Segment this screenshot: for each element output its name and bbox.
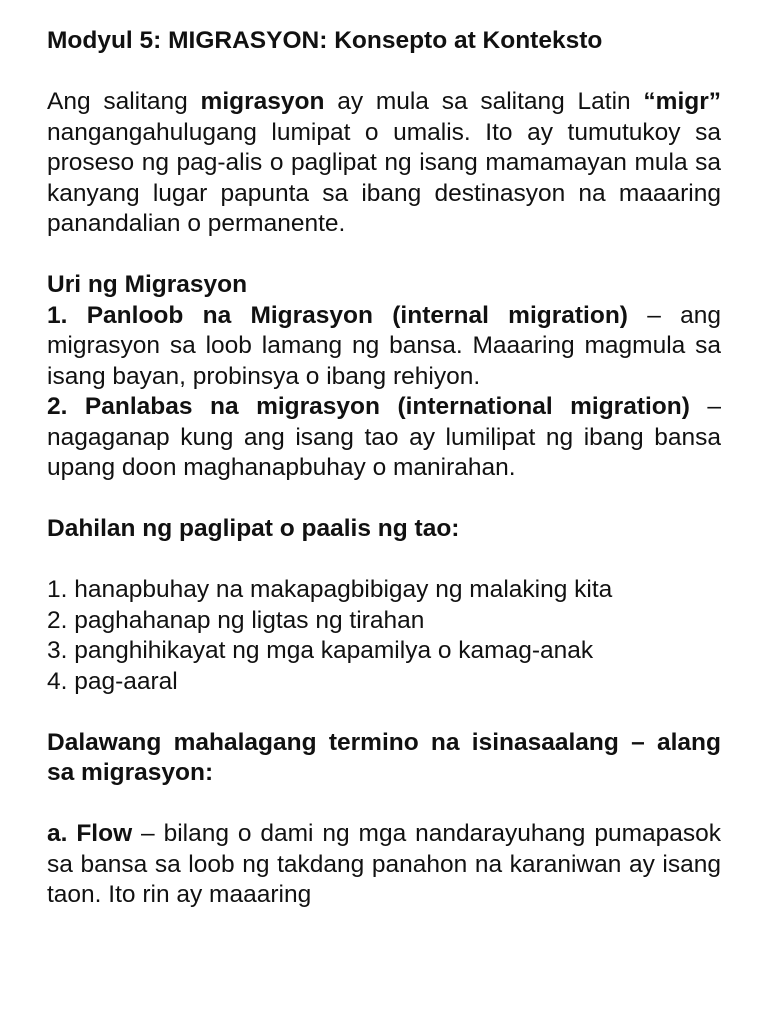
spacer — [47, 484, 721, 515]
intro-paragraph — [47, 87, 721, 240]
term-a-title: a. Flow — [47, 820, 133, 847]
spacer — [47, 789, 721, 820]
type-item-1 — [47, 301, 721, 393]
term-a-paragraph — [47, 819, 721, 911]
intro-text-2: ay mula sa salitang Latin — [324, 88, 644, 115]
reasons-heading: Dahilan ng paglipat o paalis ng tao: — [47, 515, 460, 542]
term-a-text: – bilang o dami ng mga nandarayuhang pumapasok sa bansa sa loob ng takdang panahon na karaniwan ay isang taon. Ito rin ay maaaring — [47, 820, 721, 908]
terms-heading: Dalawang mahalagang termino na isinasaalang – alang sa migrasyon: — [47, 728, 721, 786]
type-item-2-title: 2. Panlabas na migrasyon (international migration) — [47, 393, 690, 420]
type-item-1-title: 1. Panloob na Migrasyon (internal migration) — [47, 301, 628, 329]
spacer — [47, 697, 721, 728]
intro-text-3: nangangahulugang lumipat o umalis. Ito ay tumutukoy sa proseso ng pag-alis o paglipat ng isang mamamayan mula sa kanyang lugar papunta sa ibang destinasyon na maaaring panandalian o permanente. — [47, 118, 721, 237]
reason-item: 4. pag-aaral — [47, 667, 178, 695]
reason-item: 1. hanapbuhay na makapagbibigay ng malaking kita — [47, 576, 613, 603]
type-item-1-text: – ang migrasyon sa loob lamang ng bansa. Maaaring magmula sa isang bayan, probinsya o ibang rehiyon. — [47, 301, 721, 390]
type-item-2 — [47, 392, 721, 484]
spacer — [47, 545, 721, 576]
types-heading: Uri ng Migrasyon — [47, 271, 248, 298]
intro-term-migr: “migr” — [643, 88, 721, 115]
reason-item: 3. panghihikayat ng mga kapamilya o kamag-anak — [47, 637, 594, 664]
document-page — [47, 26, 721, 911]
intro-term-migrasyon: migrasyon — [200, 88, 325, 115]
spacer — [47, 57, 721, 88]
intro-text-1: Ang salitang — [47, 88, 201, 115]
type-item-2-text: – nagaganap kung ang isang tao ay lumilipat ng ibang bansa upang doon maghanapbuhay o manirahan. — [47, 393, 722, 481]
spacer — [47, 240, 721, 271]
module-title: Modyul 5: MIGRASYON: Konsepto at Konteksto — [47, 27, 603, 54]
reason-item: 2. paghahanap ng ligtas ng tirahan — [47, 606, 425, 634]
